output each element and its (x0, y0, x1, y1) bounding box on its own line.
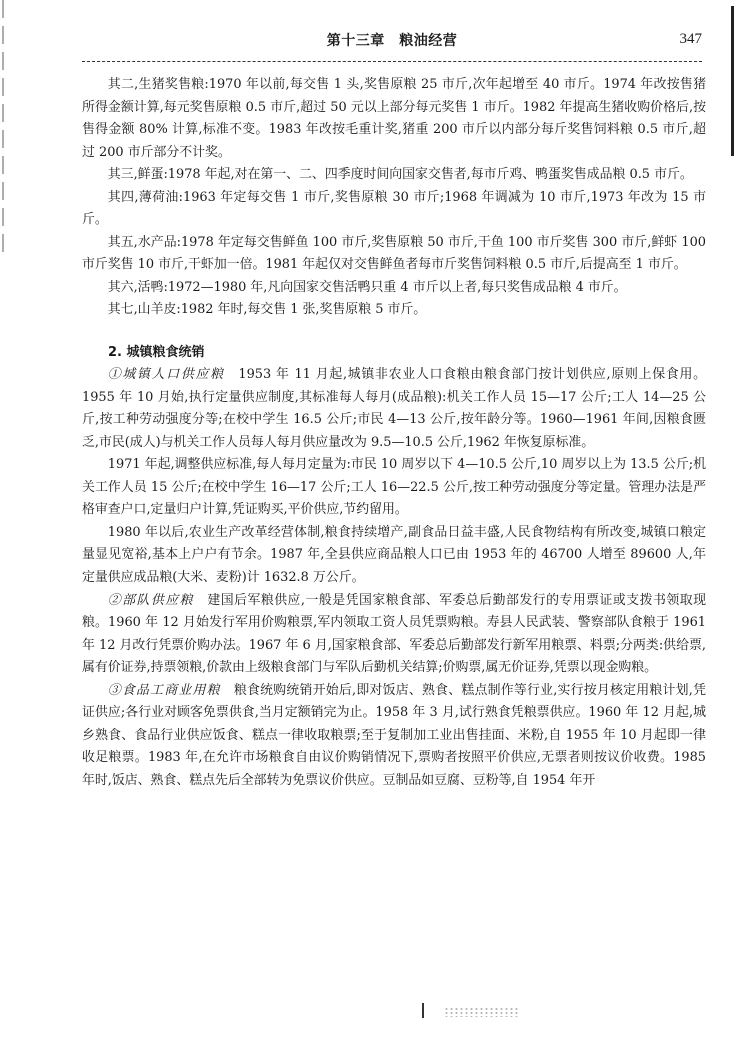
paragraph-food-industry (82, 680, 706, 793)
army-supply-lead: ②部队供应粮 (107, 592, 194, 608)
food-industry-text: 粮食统购统销开始后,即对饭店、熟食、糕点制作等行业,实行按月核定用粮计划,凭证供应;各行业对顾客免票供食,当月定额销完为止。1958 年 3 月,试行熟食凭粮票供应。1960 年 12 月起,城乡熟食、食品行业供应饭食、糕点一律收取粮票;至于复制加工业出售挂面、米粉,自 1955 年 10 月起即一律收足粮票。1983 年,在允许市场粮食自由议价购销情况下,票购者按照平价供应,无票者则按议价收费。1985 年时,饭店、熟食、糕点先后全部转为免票议价供应。豆制品如豆腐、豆粉等,自 1954 年开 (82, 682, 707, 788)
scan-speckle (444, 1007, 519, 1017)
page-body (82, 74, 706, 792)
paragraph-1980: 1980 年以后,农业生产改革经营体制,粮食持续增产,副食品日益丰盛,人民食物结构有所改变,城镇口粮定量显见宽裕,基本上户户有节余。1987 年,全县供应商品粮人口已由 1953 年的 46700 人增至 89600 人,年定量供应成品粮(大米、麦粉)计 1632.8 万公斤。 (82, 524, 706, 585)
paragraph-army-supply (82, 590, 706, 680)
paragraph-1971: 1971 年起,调整供应标准,每人每月定量为:市民 10 周岁以下 4—10.5 公斤,10 周岁以上为 13.5 公斤;机关工作人员 15 公斤;在校中学生 16—17 公斤;工人 16—22.5 公斤,按工种劳动强度分等定量。管理办法是严格审查户口,定量归户计算,凭证购买,平价供应,节约留用。 (82, 457, 706, 518)
paragraph-aquatic: 其五,水产品:1978 年定每交售鲜鱼 100 市斤,奖售原粮 50 市斤,干鱼 100 市斤奖售 300 市斤,鲜虾 100 市斤奖售 10 市斤,干虾加一倍。1981 年起仅对交售鲜鱼者每市斤奖售饲料粮 0.5 市斤,后提高至 1 市斤。 (82, 234, 706, 273)
paragraph-egg: 其三,鲜蛋:1978 年起,对在第一、二、四季度时间向国家交售者,每市斤鸡、鸭蛋奖售成品粮 0.5 市斤。 (107, 167, 693, 183)
scan-left-edge (2, 0, 4, 260)
section-heading: 2. 城镇粮食统销 (108, 344, 205, 360)
paragraph-urban-supply (82, 364, 706, 454)
army-supply-text: 建国后军粮供应,一般是凭国家粮食部、军委总后勤部发行的专用票证或支拨书领取现粮。1960 年 12 月始发行军用价购粮票,军内领取工资人员凭票购粮。寿县人民武装、警察部队食粮于 1961 年 12 月改行凭票价购办法。1967 年 6 月,国家粮食部、军委总后勤部发行新军用粮票、料票;分两类:供给票,属有价证券,持票领粮,价款由上级粮食部门与军队后勤机关结算;价购票,属无价证券,凭票以现金购粮。 (82, 592, 706, 676)
urban-supply-text: 1953 年 11 月起,城镇非农业人口食粮由粮食部门按计划供应,原则上保食用。1955 年 10 月始,执行定量供应制度,其标准每人每月(成品粮):机关工作人员 15—17 公斤;工人 14—25 公斤,按工种劳动强度分等;在校中学生 16.5 公斤;市民 4—13 公斤,按年龄分等。1960—1961 年间,因粮食匮乏,市民(成人)与机关工作人员每人每月供应量改为 9.5—10.5 公斤,1962 年恢复原标准。 (82, 367, 706, 450)
running-header (82, 30, 702, 52)
scan-noise (422, 1003, 522, 1019)
scan-right-edge (731, 6, 734, 156)
paragraph-duck: 其六,活鸭:1972—1980 年,凡向国家交售活鸭只重 4 市斤以上者,每只奖售成品粮 4 市斤。 (107, 279, 627, 295)
food-industry-lead: ③食品工商业用粮 (107, 682, 221, 698)
paragraph-goatskin: 其七,山羊皮:1982 年时,每交售 1 张,奖售原粮 5 市斤。 (107, 302, 427, 318)
scan-mark (422, 1003, 424, 1018)
paragraph-pig: 其二,生猪奖售粮:1970 年以前,每交售 1 头,奖售原粮 25 市斤,次年起增至 40 市斤。1974 年改按售猪所得金额计算,每元奖售原粮 0.5 市斤,超过 50 元以上部分每元奖售 1 市斤。1982 年提高生猪收购价格后,按售得金额 80% 计算,标准不变。1983 年改按毛重计奖,猪重 200 市斤以内部分每斤奖售饲料粮 0.5 市斤,超过 200 市斤部分不计奖。 (82, 77, 706, 160)
header-rule (82, 61, 702, 62)
page-number: 347 (679, 31, 702, 47)
urban-supply-lead: ①城镇人口供应粮 (107, 367, 225, 383)
paragraph-mint-oil: 其四,薄荷油:1963 年定每交售 1 市斤,奖售原粮 30 市斤;1968 年调减为 10 市斤,1973 年改为 15 市斤。 (82, 189, 706, 228)
chapter-title: 第十三章 粮油经营 (326, 33, 458, 49)
section-gap (82, 322, 706, 342)
